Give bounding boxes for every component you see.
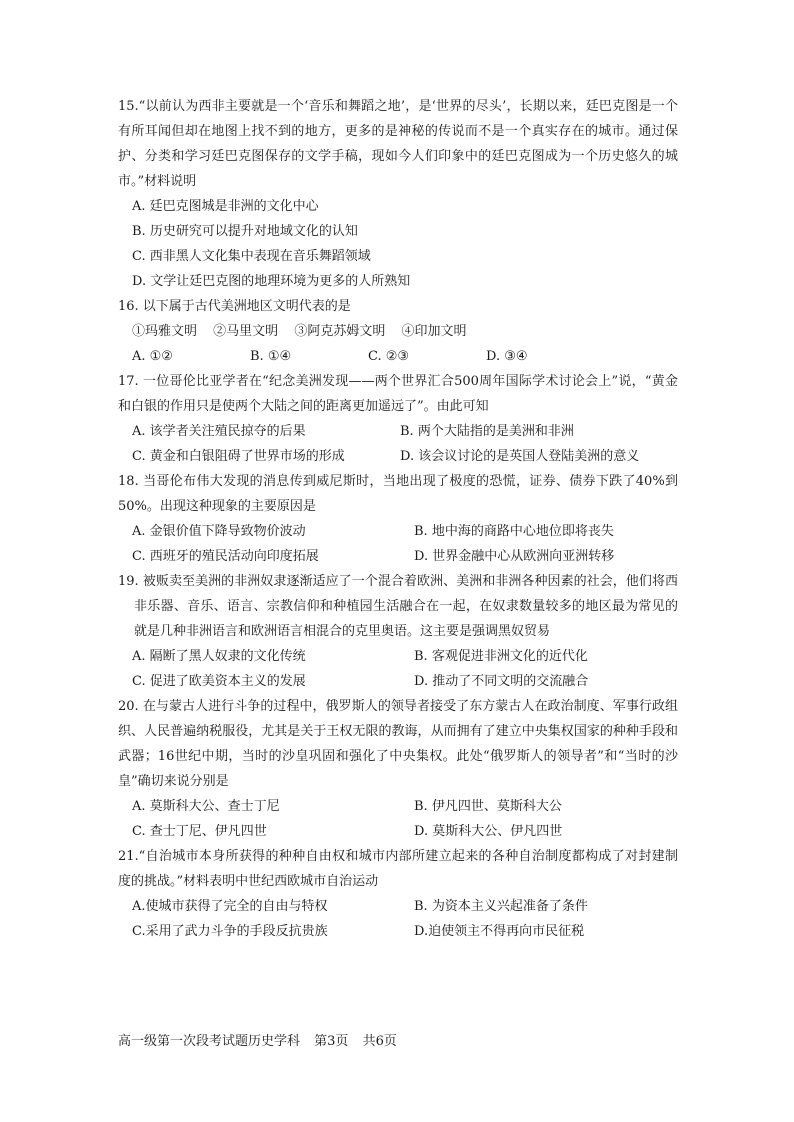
option-d: D. 莫斯科大公、伊凡四世 bbox=[414, 824, 563, 839]
option-row bbox=[132, 519, 678, 544]
option-c: C. 西非黑人文化集中表现在音乐舞蹈领域 bbox=[132, 249, 371, 264]
option-b: B. 客观促进非洲文化的近代化 bbox=[414, 649, 588, 664]
option-d: D. 推动了不同文明的交流融合 bbox=[414, 674, 589, 689]
question-stem: 15.“以前认为西非主要就是一个‘音乐和舞蹈之地’，是‘世界的尽头’，长期以来，廷巴克图是一个有所耳闻但却在地图上找不到的地方，更多的是神秘的传说而不是一个真实存在的城市。通过保护、分类和学习廷巴克图保存的文学手稿，现如今人们印象中的廷巴克图成为一个历史悠久的城市。”材料说明 bbox=[118, 99, 678, 189]
question-stem: 21.“自治城市本身所获得的种种自由权和城市内部所建立起来的各种自治制度都构成了对封建制度的挑战。”材料表明中世纪西欧城市自治运动 bbox=[118, 849, 678, 889]
question-15 bbox=[118, 94, 678, 294]
question-stem: 16. 以下属于古代美洲地区文明代表的是 bbox=[118, 299, 351, 314]
option-row bbox=[132, 544, 678, 569]
option-c: C. 促进了欧美资本主义的发展 bbox=[132, 674, 306, 689]
option-b: B. 为资本主义兴起准备了条件 bbox=[414, 899, 588, 914]
page-footer bbox=[118, 1030, 407, 1049]
option-b: B. 伊凡四世、莫斯科大公 bbox=[414, 799, 562, 814]
footer-subject: 高一级第一次段考试题历史学科 bbox=[118, 1034, 301, 1049]
item-3: ③阿克苏姆文明 bbox=[294, 324, 386, 339]
item-1: ①玛雅文明 bbox=[132, 324, 198, 339]
option-row bbox=[132, 419, 678, 444]
option-d: D. ③④ bbox=[486, 349, 528, 364]
option-a: A. 莫斯科大公、查士丁尼 bbox=[132, 799, 280, 814]
option-b: B. 历史研究可以提升对地域文化的认知 bbox=[132, 224, 358, 239]
option-d: D. 文学让廷巴克图的地理环境为更多的人所熟知 bbox=[132, 274, 411, 289]
question-19 bbox=[118, 569, 678, 694]
option-d: D. 世界金融中心从欧洲向亚洲转移 bbox=[414, 549, 615, 564]
option-row bbox=[132, 644, 678, 669]
item-4: ④印加文明 bbox=[401, 324, 467, 339]
question-stem: 20. 在与蒙古人进行斗争的过程中，俄罗斯人的领导者接受了东方蒙古人在政治制度、军事行政组织、人民普遍纳税服役，尤其是关于王权无限的教诲，从而拥有了建立中央集权国家的种种手段和武器；16世纪中期，当时的沙皇巩固和强化了中央集权。此处“俄罗斯人的领导者”和“当时的沙皇”确切来说分别是 bbox=[118, 699, 678, 789]
option-d: D. 该会议讨论的是英国人登陆美洲的意义 bbox=[400, 449, 640, 464]
question-16 bbox=[118, 294, 678, 369]
question-stem: 19. 被贩卖至美洲的非洲奴隶逐渐适应了一个混合着欧洲、美洲和非洲各种因素的社会，他们将西非乐器、音乐、语言、宗教信仰和种植园生活融合在一起，在奴隶数量较多的地区最为常见的就是几种非洲语言和欧洲语言相混合的克里奥语。这主要是强调黑奴贸易 bbox=[118, 574, 678, 639]
option-c: C.采用了武力斗争的手段反抗贵族 bbox=[132, 924, 328, 939]
option-row bbox=[132, 669, 678, 694]
option-d: D.迫使领主不得再向市民征税 bbox=[414, 924, 585, 939]
option-c: C. 黄金和白银阻碍了世界市场的形成 bbox=[132, 449, 345, 464]
option-c: C. 查士丁尼、伊凡四世 bbox=[132, 824, 267, 839]
question-21 bbox=[118, 844, 678, 944]
footer-page-number: 第3页 bbox=[314, 1034, 349, 1049]
option-row bbox=[132, 794, 678, 819]
option-row bbox=[132, 894, 678, 919]
option-row bbox=[132, 444, 678, 469]
option-c: C. 西班牙的殖民活动向印度拓展 bbox=[132, 549, 319, 564]
option-row bbox=[132, 919, 678, 944]
option-a: A. 该学者关注殖民掠夺的后果 bbox=[132, 424, 306, 439]
question-stem: 17. 一位哥伦比亚学者在“纪念美洲发现——两个世界汇合500周年国际学术讨论会上”说，“黄金和白银的作用只是使两个大陆之间的距离更加遥远了”。由此可知 bbox=[118, 374, 678, 414]
option-a: A. 金银价值下降导致物价波动 bbox=[132, 524, 306, 539]
option-a: A. ①② bbox=[132, 349, 173, 364]
numbered-items bbox=[132, 319, 678, 344]
option-b: B. 两个大陆指的是美洲和非洲 bbox=[400, 424, 574, 439]
question-stem: 18. 当哥伦布伟大发现的消息传到威尼斯时，当地出现了极度的恐慌，证券、债券下跌了40%到50%。出现这种现象的主要原因是 bbox=[118, 474, 678, 514]
option-row bbox=[132, 344, 678, 369]
question-17 bbox=[118, 369, 678, 469]
footer-total-pages: 共6页 bbox=[362, 1034, 397, 1049]
option-a: A.使城市获得了完全的自由与特权 bbox=[132, 899, 328, 914]
option-a: A. 隔断了黑人奴隶的文化传统 bbox=[132, 649, 306, 664]
option-c: C. ②③ bbox=[368, 349, 410, 364]
option-b: B. 地中海的商路中心地位即将丧失 bbox=[414, 524, 614, 539]
question-20 bbox=[118, 694, 678, 844]
option-a: A. 廷巴克图城是非洲的文化中心 bbox=[132, 199, 319, 214]
option-row bbox=[132, 819, 678, 844]
item-2: ②马里文明 bbox=[213, 324, 279, 339]
question-list bbox=[118, 94, 678, 944]
question-18 bbox=[118, 469, 678, 569]
option-b: B. ①④ bbox=[250, 349, 292, 364]
